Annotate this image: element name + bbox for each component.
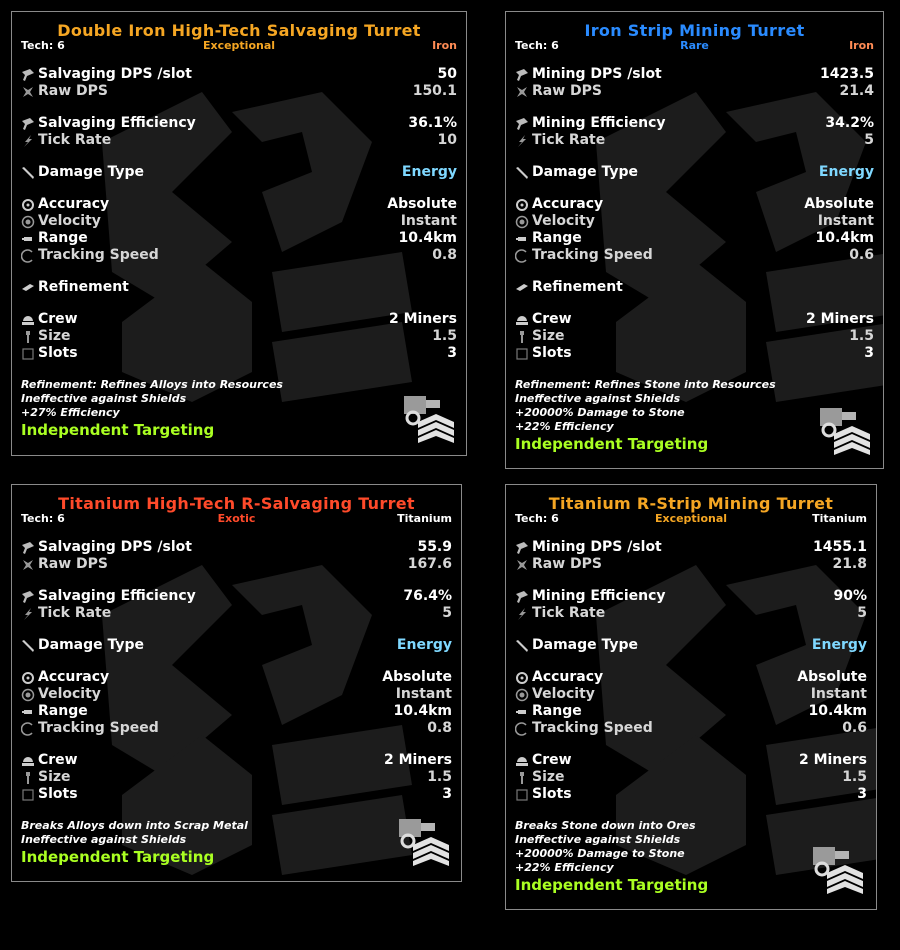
efficiency-label: Mining Efficiency xyxy=(532,115,666,131)
crew-label: Crew xyxy=(532,311,572,327)
independent-targeting-label: Independent Targeting xyxy=(21,421,215,439)
crew-value: 2 Miners xyxy=(388,311,457,327)
dps-label: Mining DPS /slot xyxy=(532,539,662,555)
crew-label: Crew xyxy=(532,752,572,768)
velocity-value: Instant xyxy=(395,686,452,702)
material-label: Iron xyxy=(849,39,874,52)
tracking-speed-icon xyxy=(21,722,35,736)
dps-label: Salvaging DPS /slot xyxy=(38,539,192,555)
tracking-speed-value: 0.6 xyxy=(842,720,867,736)
velocity-value: Instant xyxy=(817,213,874,229)
velocity-label: Velocity xyxy=(532,686,595,702)
size-value: 1.5 xyxy=(427,769,452,785)
accuracy-value: Absolute xyxy=(387,196,457,212)
slots-value: 3 xyxy=(864,345,874,361)
range-value: 10.4km xyxy=(808,703,867,719)
efficiency-value: 36.1% xyxy=(408,115,457,131)
range-value: 10.4km xyxy=(815,230,874,246)
efficiency-icon xyxy=(21,590,35,604)
crew-icon xyxy=(21,313,35,327)
dps-icon xyxy=(21,541,35,555)
tick-rate-label: Tick Rate xyxy=(532,605,606,621)
tick-rate-icon xyxy=(515,607,529,621)
size-value: 1.5 xyxy=(849,328,874,344)
accuracy-label: Accuracy xyxy=(38,669,110,685)
dps-icon xyxy=(515,541,529,555)
dps-icon xyxy=(515,68,529,82)
velocity-value: Instant xyxy=(400,213,457,229)
note-line: Breaks Stone down into Ores xyxy=(515,819,696,832)
size-icon xyxy=(21,330,35,344)
turret-notes xyxy=(21,378,457,439)
slots-label: Slots xyxy=(532,345,572,361)
note-line: Ineffective against Shields xyxy=(515,392,681,405)
raw-dps-icon xyxy=(21,85,35,99)
tick-rate-icon xyxy=(515,134,529,148)
accuracy-label: Accuracy xyxy=(532,669,604,685)
turret-title: Titanium High-Tech R-Salvaging Turret xyxy=(58,494,415,513)
material-label: Titanium xyxy=(812,512,867,525)
raw-dps-label: Raw DPS xyxy=(532,556,602,572)
dps-value: 50 xyxy=(437,66,457,82)
tracking-speed-value: 0.6 xyxy=(849,247,874,263)
raw-dps-value: 150.1 xyxy=(412,83,457,99)
slots-label: Slots xyxy=(38,786,78,802)
note-line: +20000% Damage to Stone xyxy=(515,847,685,860)
slots-icon xyxy=(515,347,529,361)
tick-rate-value: 5 xyxy=(864,132,874,148)
range-label: Range xyxy=(532,703,582,719)
size-label: Size xyxy=(38,328,71,344)
damage-type-value: Energy xyxy=(396,637,452,653)
independent-targeting-label: Independent Targeting xyxy=(515,876,709,894)
raw-dps-icon xyxy=(21,558,35,572)
crew-label: Crew xyxy=(38,752,78,768)
damage-type-label: Damage Type xyxy=(38,637,145,653)
raw-dps-value: 21.8 xyxy=(832,556,867,572)
crew-value: 2 Miners xyxy=(805,311,874,327)
efficiency-value: 34.2% xyxy=(825,115,874,131)
accuracy-value: Absolute xyxy=(797,669,867,685)
damage-type-label: Damage Type xyxy=(532,164,639,180)
velocity-label: Velocity xyxy=(532,213,595,229)
tracking-speed-label: Tracking Speed xyxy=(532,247,653,263)
range-label: Range xyxy=(532,230,582,246)
tracking-speed-label: Tracking Speed xyxy=(38,720,159,736)
damage-type-icon xyxy=(515,166,529,180)
size-icon xyxy=(515,771,529,785)
tracking-speed-label: Tracking Speed xyxy=(532,720,653,736)
turret-card-double-iron-salvaging xyxy=(11,11,467,456)
turret-card-iron-strip-mining xyxy=(505,11,884,469)
refinement-icon xyxy=(515,281,529,295)
crew-icon xyxy=(515,313,529,327)
tracking-speed-icon xyxy=(515,249,529,263)
turret-title: Titanium R-Strip Mining Turret xyxy=(548,494,834,513)
note-line: Ineffective against Shields xyxy=(21,392,187,405)
velocity-icon xyxy=(515,688,529,702)
raw-dps-label: Raw DPS xyxy=(38,83,108,99)
rarity-label: Rare xyxy=(680,39,709,52)
crew-label: Crew xyxy=(38,311,78,327)
crew-value: 2 Miners xyxy=(798,752,867,768)
size-label: Size xyxy=(38,769,71,785)
size-label: Size xyxy=(532,328,565,344)
independent-targeting-label: Independent Targeting xyxy=(515,435,709,453)
turret-card-titanium-r-strip-mining xyxy=(505,484,877,910)
raw-dps-icon xyxy=(515,558,529,572)
crew-icon xyxy=(21,754,35,768)
accuracy-icon xyxy=(21,671,35,685)
tick-rate-value: 10 xyxy=(437,132,457,148)
damage-type-icon xyxy=(515,639,529,653)
slots-icon xyxy=(515,788,529,802)
tick-rate-label: Tick Rate xyxy=(532,132,606,148)
note-line: Refinement: Refines Stone into Resources xyxy=(515,378,776,391)
slots-label: Slots xyxy=(532,786,572,802)
range-value: 10.4km xyxy=(398,230,457,246)
note-line: +20000% Damage to Stone xyxy=(515,406,685,419)
tracking-speed-value: 0.8 xyxy=(432,247,457,263)
efficiency-label: Salvaging Efficiency xyxy=(38,588,196,604)
raw-dps-value: 21.4 xyxy=(839,83,874,99)
note-line: Ineffective against Shields xyxy=(21,833,187,846)
tick-rate-icon xyxy=(21,134,35,148)
slots-icon xyxy=(21,347,35,361)
dps-value: 55.9 xyxy=(417,539,452,555)
range-label: Range xyxy=(38,230,88,246)
tech-level: Tech: 6 xyxy=(21,512,65,525)
refinement-label: Refinement xyxy=(532,279,623,295)
accuracy-icon xyxy=(515,198,529,212)
accuracy-value: Absolute xyxy=(382,669,452,685)
velocity-icon xyxy=(21,688,35,702)
turret-notes xyxy=(21,819,452,866)
material-label: Titanium xyxy=(397,512,452,525)
crew-icon xyxy=(515,754,529,768)
damage-type-label: Damage Type xyxy=(532,637,639,653)
damage-type-value: Energy xyxy=(818,164,874,180)
dps-value: 1423.5 xyxy=(819,66,874,82)
raw-dps-label: Raw DPS xyxy=(532,83,602,99)
range-value: 10.4km xyxy=(393,703,452,719)
slots-value: 3 xyxy=(447,345,457,361)
dps-value: 1455.1 xyxy=(812,539,867,555)
slots-value: 3 xyxy=(442,786,452,802)
efficiency-icon xyxy=(21,117,35,131)
damage-type-icon xyxy=(21,639,35,653)
note-line: Ineffective against Shields xyxy=(515,833,681,846)
size-icon xyxy=(21,771,35,785)
turret-title: Double Iron High-Tech Salvaging Turret xyxy=(57,21,421,40)
damage-type-value: Energy xyxy=(811,637,867,653)
tick-rate-icon xyxy=(21,607,35,621)
note-line: +22% Efficiency xyxy=(515,861,614,874)
refinement-icon xyxy=(21,281,35,295)
efficiency-icon xyxy=(515,590,529,604)
accuracy-label: Accuracy xyxy=(38,196,110,212)
size-value: 1.5 xyxy=(432,328,457,344)
independent-targeting-label: Independent Targeting xyxy=(21,848,215,866)
mining-icon xyxy=(814,404,872,456)
dps-label: Mining DPS /slot xyxy=(532,66,662,82)
rarity-label: Exotic xyxy=(217,512,256,525)
size-icon xyxy=(515,330,529,344)
turret-title: Iron Strip Mining Turret xyxy=(584,21,805,40)
salvage-icon xyxy=(393,815,451,867)
efficiency-label: Salvaging Efficiency xyxy=(38,115,196,131)
accuracy-icon xyxy=(515,671,529,685)
tracking-speed-icon xyxy=(21,249,35,263)
damage-type-icon xyxy=(21,166,35,180)
tracking-speed-icon xyxy=(515,722,529,736)
tracking-speed-label: Tracking Speed xyxy=(38,247,159,263)
note-line: +22% Efficiency xyxy=(515,420,614,433)
slots-icon xyxy=(21,788,35,802)
rarity-label: Exceptional xyxy=(654,512,728,525)
velocity-label: Velocity xyxy=(38,686,101,702)
tick-rate-value: 5 xyxy=(857,605,867,621)
tick-rate-label: Tick Rate xyxy=(38,132,112,148)
dps-label: Salvaging DPS /slot xyxy=(38,66,192,82)
slots-label: Slots xyxy=(38,345,78,361)
size-value: 1.5 xyxy=(842,769,867,785)
mining-icon xyxy=(807,843,865,895)
efficiency-label: Mining Efficiency xyxy=(532,588,666,604)
tick-rate-value: 5 xyxy=(442,605,452,621)
raw-dps-icon xyxy=(515,85,529,99)
velocity-icon xyxy=(515,215,529,229)
note-line: +27% Efficiency xyxy=(21,406,120,419)
salvage-icon xyxy=(398,392,456,444)
note-line: Refinement: Refines Alloys into Resources xyxy=(21,378,283,391)
refinement-label: Refinement xyxy=(38,279,129,295)
crew-value: 2 Miners xyxy=(383,752,452,768)
range-icon xyxy=(21,705,35,719)
velocity-icon xyxy=(21,215,35,229)
tech-level: Tech: 6 xyxy=(515,39,559,52)
accuracy-value: Absolute xyxy=(804,196,874,212)
material-label: Iron xyxy=(432,39,457,52)
efficiency-value: 76.4% xyxy=(403,588,452,604)
range-icon xyxy=(515,232,529,246)
velocity-value: Instant xyxy=(810,686,867,702)
damage-type-value: Energy xyxy=(401,164,457,180)
tech-level: Tech: 6 xyxy=(21,39,65,52)
slots-value: 3 xyxy=(857,786,867,802)
raw-dps-label: Raw DPS xyxy=(38,556,108,572)
tick-rate-label: Tick Rate xyxy=(38,605,112,621)
damage-type-label: Damage Type xyxy=(38,164,145,180)
raw-dps-value: 167.6 xyxy=(407,556,452,572)
range-label: Range xyxy=(38,703,88,719)
tracking-speed-value: 0.8 xyxy=(427,720,452,736)
efficiency-value: 90% xyxy=(833,588,867,604)
rarity-label: Exceptional xyxy=(202,39,276,52)
turret-card-titanium-r-salvaging xyxy=(11,484,462,882)
range-icon xyxy=(515,705,529,719)
accuracy-label: Accuracy xyxy=(532,196,604,212)
accuracy-icon xyxy=(21,198,35,212)
note-line: Breaks Alloys down into Scrap Metal xyxy=(21,819,248,832)
efficiency-icon xyxy=(515,117,529,131)
size-label: Size xyxy=(532,769,565,785)
dps-icon xyxy=(21,68,35,82)
tech-level: Tech: 6 xyxy=(515,512,559,525)
velocity-label: Velocity xyxy=(38,213,101,229)
range-icon xyxy=(21,232,35,246)
